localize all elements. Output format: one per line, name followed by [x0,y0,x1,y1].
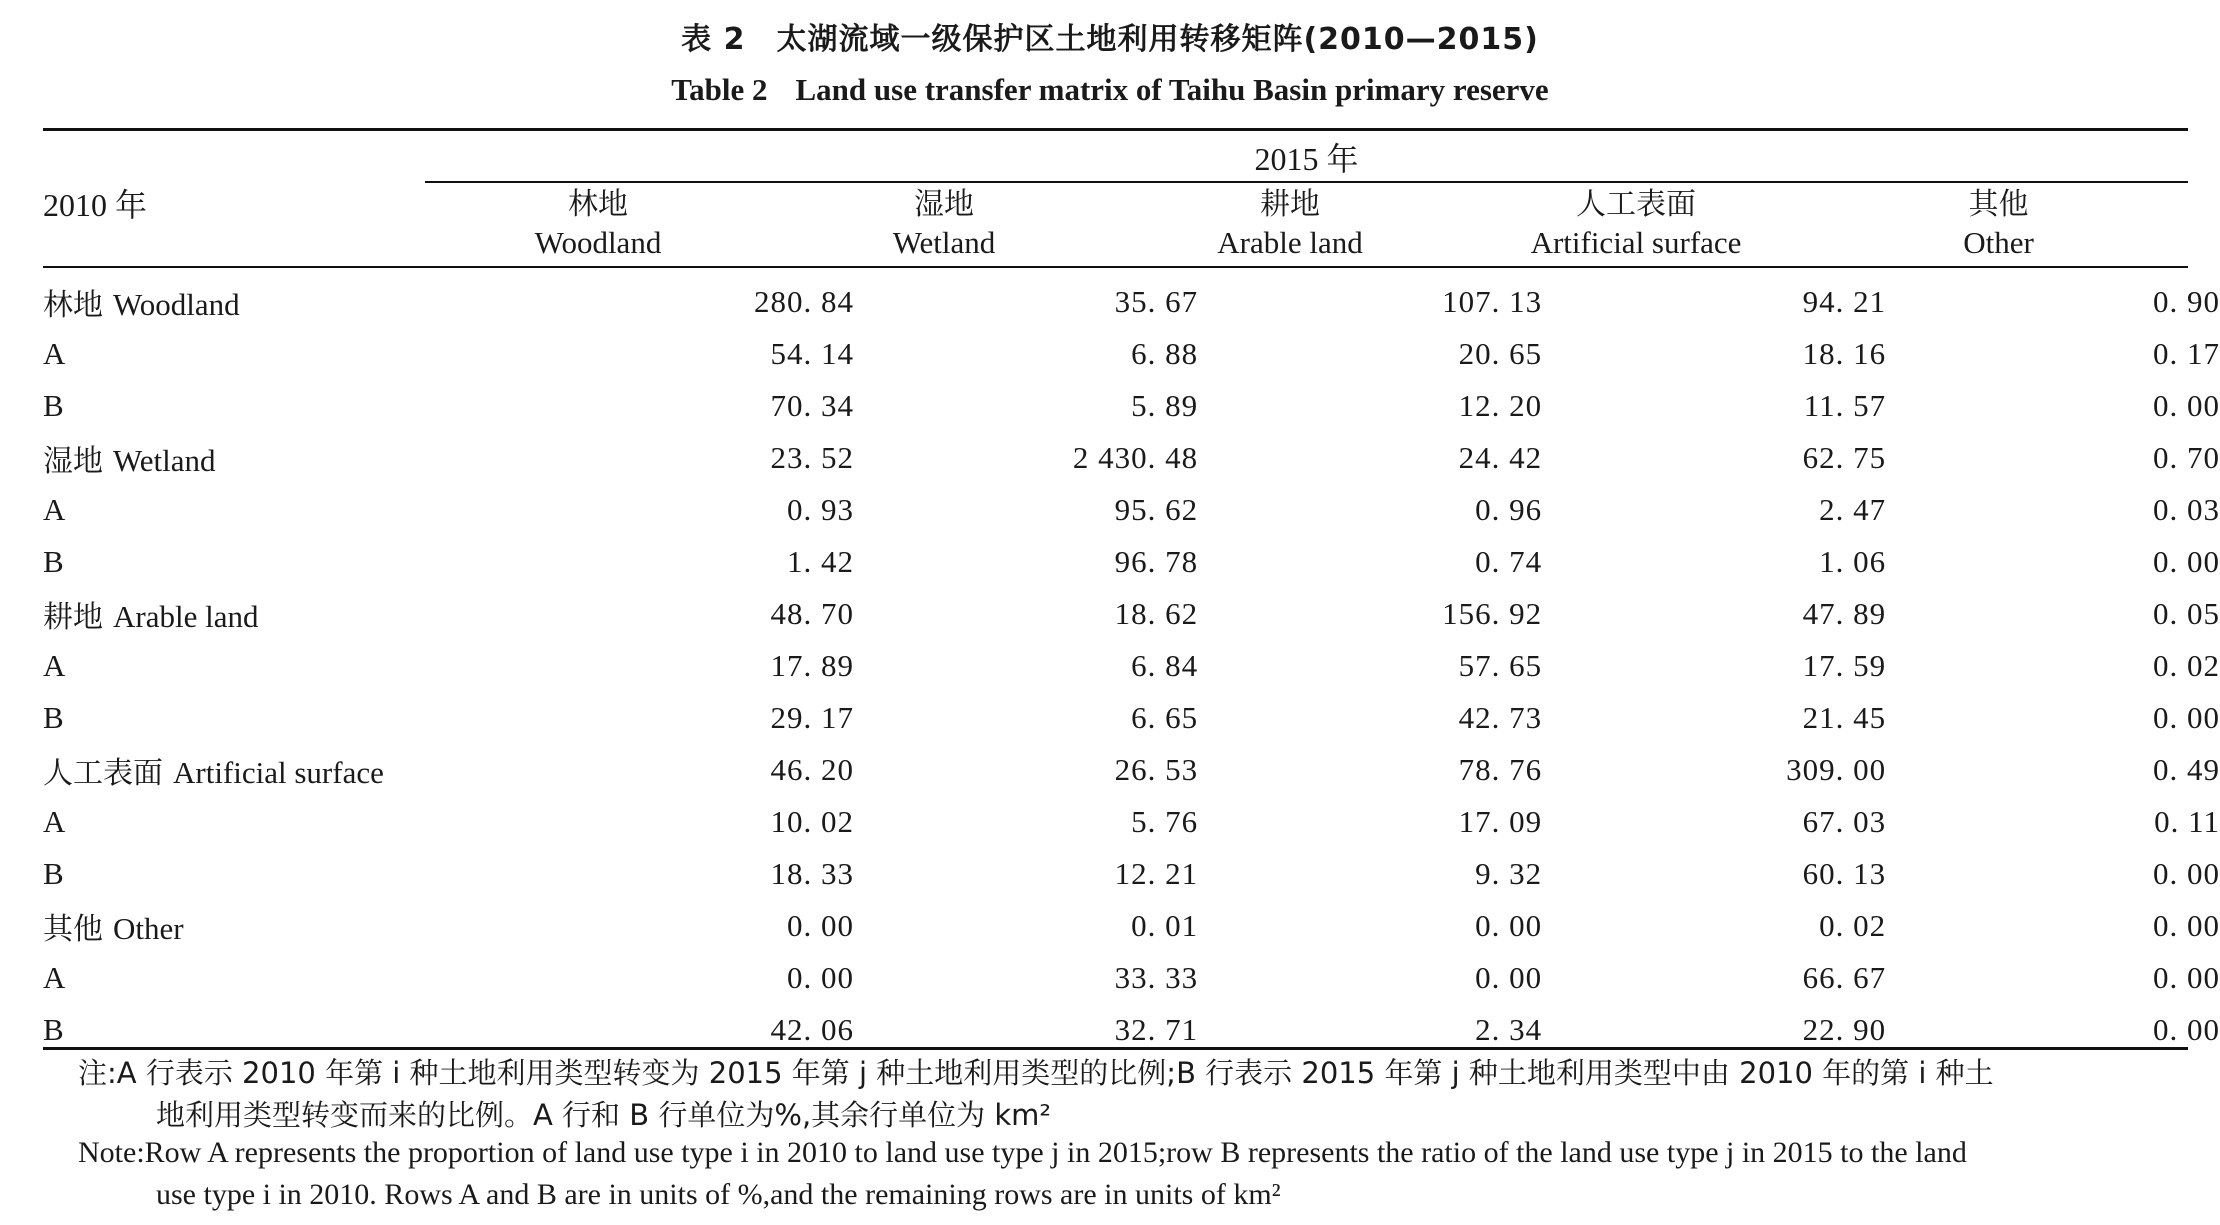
row-label [43,380,425,432]
table-cell: 10. 02 [770,804,854,839]
table-row [43,640,2220,692]
transfer-matrix-table [43,276,2220,1056]
table-cell: 0. 17 [2153,336,2220,371]
table-row [43,796,2220,848]
table-cell: 0. 02 [2153,648,2220,683]
table-cell: 0. 00 [2153,544,2220,579]
table-cell: 18. 16 [1802,336,1887,371]
row-label [43,536,425,588]
row-label-en: A [43,648,66,683]
table-cell: 47. 89 [1802,596,1887,631]
table-cell: 0. 03 [2153,492,2220,527]
table-row [43,952,2220,1004]
header-year-2015: 2015 年 [1254,141,1359,177]
row-label-en: B [43,1012,64,1047]
table-cell: 5. 89 [1131,388,1199,423]
table-cell: 0. 05 [2153,596,2220,631]
table-cell: 0. 11 [2154,804,2220,839]
row-label [43,796,425,848]
column-header-cn: 其他 [1968,187,2029,222]
note-cn-line1: 注:A 行表示 2010 年第 i 种土地利用类型转变为 2015 年第 j 种土地利用类型的比例;B 行表示 2015 年第 j 种土地利用类型中由 2010 年的第 i 种土 [78,1056,1994,1090]
table-cell: 0. 74 [1475,544,1543,579]
column-header-cn: 人工表面 [1576,187,1696,222]
table-cell: 11. 57 [1803,388,1887,423]
table-cell: 62. 75 [1802,440,1887,475]
row-label-cn: 林地 [43,288,103,323]
table-cell: 0. 00 [2153,960,2220,995]
table-cell: 0. 00 [786,908,854,943]
row-label-en: B [43,700,64,735]
row-label [43,484,425,536]
table-cell: 42. 06 [770,1012,854,1047]
table-row [43,380,2220,432]
table-cell: 78. 76 [1458,752,1543,787]
row-label-en: A [43,804,66,839]
table-row [43,848,2220,900]
row-label-cn: 其他 [43,912,103,947]
note-en-line1: Note:Row A represents the proportion of land use type i in 2010 to land use type j in 2015;row B represents the ratio of the land use type j in 2015 to the land [78,1136,1967,1169]
table-row [43,328,2220,380]
table-cell: 23. 52 [770,440,854,475]
table-cell: 17. 89 [770,648,854,683]
row-label-en: Woodland [113,287,240,322]
table-cell: 54. 14 [770,336,854,371]
bottom-rule [43,1047,2188,1050]
table-cell: 33. 33 [1114,960,1199,995]
table-cell: 48. 70 [770,596,854,631]
table-cell: 60. 13 [1802,856,1887,891]
column-header-cn: 湿地 [914,187,974,222]
table-cell: 35. 67 [1114,284,1199,319]
row-label [43,900,425,952]
table-title-text: Land use transfer matrix of Taihu Basin primary reserve [795,72,1549,107]
column-header-artificial-surface [1463,186,1809,262]
column-header-cn: 耕地 [1260,187,1320,222]
table-row [43,276,2220,328]
table-cell: 66. 67 [1802,960,1887,995]
row-label-en: Artificial surface [173,755,384,790]
row-label-en: B [43,856,64,891]
table-cell: 0. 00 [786,960,854,995]
row-label-en: A [43,960,66,995]
row-label [43,640,425,692]
table-cell: 6. 65 [1131,700,1199,735]
column-header-woodland [425,186,771,262]
table-cell: 2. 34 [1475,1012,1543,1047]
row-label-cn: 人工表面 [43,756,163,791]
table-cell: 0. 02 [1819,908,1887,943]
header-rule [43,266,2188,268]
table-cell: 95. 62 [1114,492,1199,527]
row-label [43,328,425,380]
table-cell: 107. 13 [1442,284,1543,319]
table-cell: 18. 33 [770,856,854,891]
row-label-en: B [43,388,64,423]
table-row [43,432,2220,484]
column-header-en: Arable land [1217,225,1363,260]
table-cell: 22. 90 [1802,1012,1887,1047]
table-cell: 26. 53 [1114,752,1199,787]
row-label [43,744,425,796]
table-title-chinese: 表 2 太湖流域一级保护区土地利用转移矩阵(2010—2015) [681,22,1539,57]
row-label [43,692,425,744]
row-label [43,848,425,900]
table-cell: 0. 00 [2153,1012,2220,1047]
table-row [43,536,2220,588]
table-number: Table 2 [671,72,768,107]
row-label-en: A [43,336,66,371]
column-header-en: Other [1963,225,2034,260]
table-cell: 0. 00 [2153,388,2220,423]
year-rule [425,181,2188,183]
table-cell: 9. 32 [1475,856,1543,891]
table-cell: 0. 00 [1475,960,1543,995]
table-cell: 17. 09 [1458,804,1543,839]
table-cell: 0. 01 [1131,908,1199,943]
table-cell: 0. 70 [2153,440,2220,475]
column-header-arable-land [1117,186,1463,262]
column-header-en: Woodland [534,225,662,260]
column-header-en: Wetland [892,225,996,260]
row-label-en: Other [113,911,184,946]
table-cell: 12. 21 [1114,856,1199,891]
table-cell: 0. 90 [2153,284,2220,319]
table-cell: 1. 06 [1819,544,1887,579]
table-body [43,276,2220,1056]
table-cell: 32. 71 [1114,1012,1199,1047]
table-cell: 0. 96 [1475,492,1543,527]
table-cell: 5. 76 [1131,804,1199,839]
top-rule [43,128,2188,131]
table-cell: 0. 00 [2153,856,2220,891]
row-label [43,588,425,640]
column-header-cn: 林地 [568,187,628,222]
table-cell: 2. 47 [1819,492,1887,527]
row-label [43,952,425,1004]
note-english [78,1132,2198,1216]
table-cell: 18. 62 [1114,596,1199,631]
note-en-line2: use type i in 2010. Rows A and B are in units of %,and the remaining rows are in units of km² [156,1178,1281,1211]
table-cell: 24. 42 [1458,440,1543,475]
table-cell: 0. 93 [786,492,854,527]
table-cell: 156. 92 [1442,596,1543,631]
table-cell: 94. 21 [1802,284,1887,319]
table-cell: 20. 65 [1458,336,1543,371]
table-cell: 42. 73 [1458,700,1543,735]
row-label-en: Wetland [113,443,216,478]
table-cell: 309. 00 [1786,752,1887,787]
table-cell: 57. 65 [1458,648,1543,683]
table-cell: 280. 84 [753,284,854,319]
table-cell: 1. 42 [786,544,854,579]
row-label-en: B [43,544,64,579]
table-row [43,484,2220,536]
table-cell: 6. 88 [1131,336,1199,371]
table-cell: 17. 59 [1802,648,1887,683]
table-cell: 0. 00 [1475,908,1543,943]
table-cell: 0. 49 [2153,752,2220,787]
table-cell: 0. 00 [2153,908,2220,943]
column-header-wetland [771,186,1117,262]
table-cell: 12. 20 [1458,388,1543,423]
table-row [43,692,2220,744]
row-label [43,432,425,484]
table-row [43,588,2220,640]
note-chinese [78,1052,2198,1136]
header-year-2010: 2010 年 [43,187,148,223]
table-cell: 6. 84 [1131,648,1199,683]
table-cell: 0. 00 [2153,700,2220,735]
row-label [43,276,425,328]
note-cn-line2: 地利用类型转变而来的比例。A 行和 B 行单位为%,其余行单位为 km² [156,1098,1052,1132]
table-cell: 29. 17 [770,700,854,735]
row-label-en: Arable land [113,599,259,634]
table-row [43,900,2220,952]
table-title-english [0,72,2220,108]
table-cell: 46. 20 [770,752,854,787]
row-label-en: A [43,492,66,527]
table-cell: 2 430. 48 [1072,440,1199,475]
table-cell: 21. 45 [1802,700,1887,735]
table-cell: 67. 03 [1802,804,1887,839]
column-header-en: Artificial surface [1530,225,1742,260]
row-label-cn: 耕地 [43,600,103,635]
table-row [43,744,2220,796]
row-label-cn: 湿地 [43,444,103,479]
table-cell: 70. 34 [770,388,854,423]
table-cell: 96. 78 [1114,544,1199,579]
column-header-other [1809,186,2188,262]
